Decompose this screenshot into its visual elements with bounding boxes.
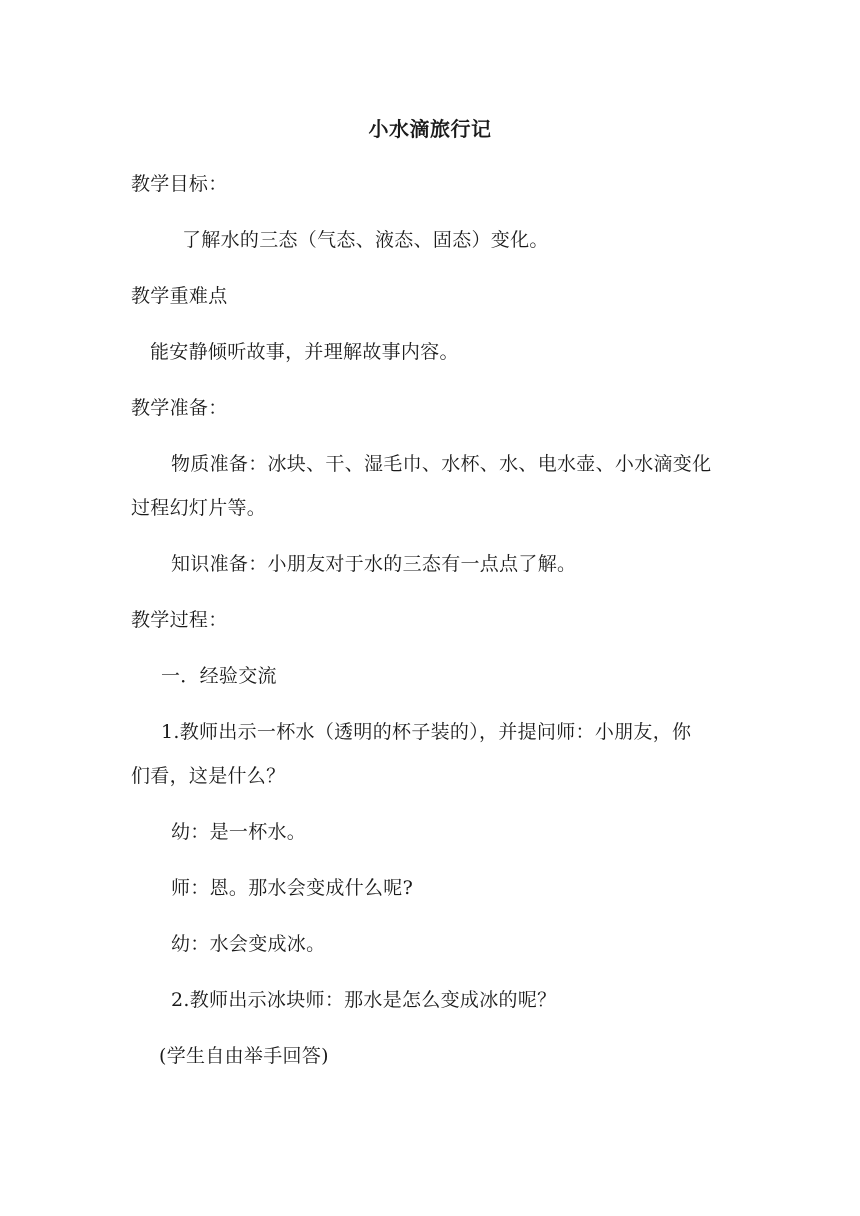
preparation-heading: 教学准备： bbox=[131, 397, 228, 419]
key-points-text: 能安静倾听故事，并理解故事内容。 bbox=[150, 341, 459, 363]
knowledge-preparation: 知识准备：小朋友对于水的三态有一点点了解。 bbox=[171, 553, 577, 575]
child-reply-2: 幼：水会变成冰。 bbox=[171, 933, 326, 955]
step-2: 2.教师出示冰块师：那水是怎么变成冰的呢？ bbox=[171, 989, 557, 1011]
material-preparation-line-1: 物质准备：冰块、干、湿毛巾、水杯、水、电水壶、小水滴变化 bbox=[171, 453, 712, 475]
process-heading: 教学过程： bbox=[131, 609, 228, 631]
step-1-line-2: 们看，这是什么？ bbox=[131, 765, 286, 787]
document-title: 小水滴旅行记 bbox=[368, 117, 492, 141]
section-one-heading: 一．经验交流 bbox=[161, 665, 277, 687]
student-answer-note: (学生自由举手回答) bbox=[159, 1045, 329, 1067]
step-1-line-1: 1.教师出示一杯水（透明的杯子装的），并提问师：小朋友，你 bbox=[161, 721, 692, 743]
child-reply-1: 幼：是一杯水。 bbox=[171, 821, 307, 843]
objective-heading: 教学目标： bbox=[131, 173, 228, 195]
teacher-reply: 师：恩。那水会变成什么呢? bbox=[171, 877, 414, 899]
key-points-heading: 教学重难点 bbox=[131, 285, 228, 307]
material-preparation-line-2: 过程幻灯片等。 bbox=[131, 497, 267, 519]
objective-text: 了解水的三态（气态、液态、固态）变化。 bbox=[182, 229, 549, 251]
